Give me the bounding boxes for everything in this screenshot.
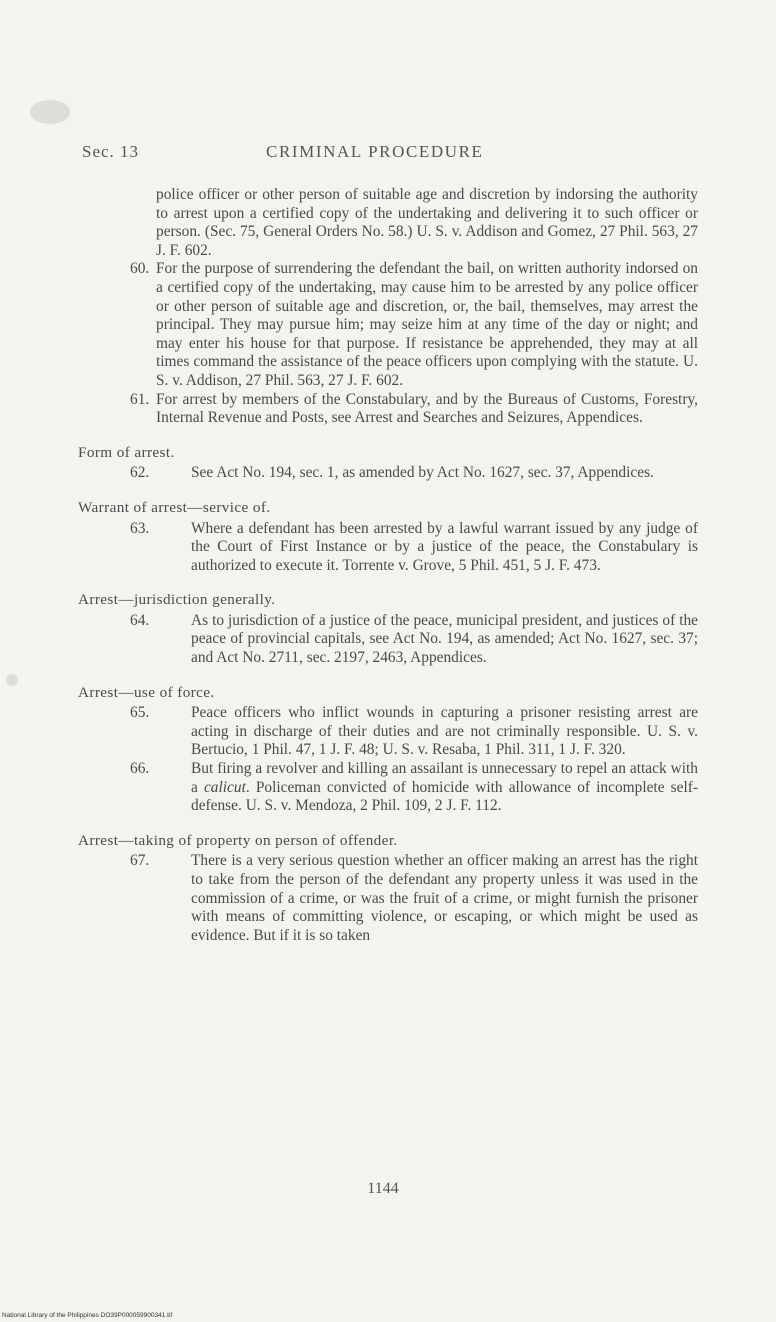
section-heading: Form of arrest.	[78, 443, 175, 461]
body-text	[78, 186, 698, 945]
continuation-paragraph: police officer or other person of suitable age and discretion by indorsing the authority to arrest upon a certified copy of the undertaking and delivering it to such officer or person. (Sec. 75, General Orders No. 58.) U. S. v. Addison and Gomez, 27 Phil. 563, 27 J. F. 602.	[156, 186, 698, 259]
note-text: Peace officers who inflict wounds in capturing a prisoner resisting arrest are acting in discharge of their duties and are not criminally responsible. U. S. v. Bertucio, 1 Phil. 47, 1 J. F. 48; U. S. v. Resaba, 1 Phil. 311, 1 J. F. 320.	[191, 704, 698, 759]
page-title: CRIMINAL PROCEDURE	[266, 142, 484, 161]
note-number: 62.	[130, 464, 150, 482]
note-text: For arrest by members of the Constabulary, and by the Bureaus of Customs, Forestry, Internal Revenue and Posts, see Arrest and Searches and Seizures, Appendices.	[156, 390, 698, 427]
page-number-text: 1144	[367, 1180, 399, 1197]
note-66	[78, 760, 698, 816]
note-64	[78, 612, 698, 668]
note-text: There is a very serious question whether an officer making an arrest has the right to take from the person of the defendant any property unless it was used in the commission of a crime, or was the fruit of a crime, or might furnish the prisoner with means of committing violence, or escaping, or which might be used as evidence. But if it is so taken	[191, 852, 698, 944]
running-header	[0, 142, 776, 166]
note-61	[78, 391, 698, 428]
note-text: See Act No. 194, sec. 1, as amended by Act No. 1627, sec. 37, Appendices.	[191, 464, 654, 482]
note-number: 64.	[130, 611, 150, 629]
note-text-a: But firing a revolver and killing an assailant is unnecessary to repel an attack with a	[191, 760, 698, 796]
note-text: For the purpose of surrendering the defendant the bail, on written authority indorsed on a certified copy of the undertaking, may cause him to be arrested by any police officer or other person of suitable age and discretion, or, the bail, themselves, may arrest the principal. They may pursue him; may seize him at any time of the day or night; and may enter his house for that purpose. If resistance be apprehended, they may at all times command the assistance of the peace officers upon complying with the statute. U. S. v. Addison, 27 Phil. 563, 27 J. F. 602.	[156, 260, 698, 389]
note-number: 67.	[130, 852, 150, 870]
smudge-top	[30, 100, 70, 124]
section-heading: Arrest—taking of property on person of offender.	[78, 831, 398, 849]
note-number: 65.	[130, 704, 150, 722]
section-heading: Warrant of arrest—service of.	[78, 498, 271, 516]
note-number: 61.	[130, 390, 150, 408]
note-number: 63.	[130, 519, 150, 537]
note-text-b: . Policeman convicted of homicide with allowance of incomplete self-defense. U. S. v. Mendoza, 2 Phil. 109, 2 J. F. 112.	[191, 778, 699, 815]
note-text: Where a defendant has been arrested by a lawful warrant issued by any judge of the Court of First Instance or by a justice of the peace, the Constabulary is authorized to execute it. Torrente v. Grove, 5 Phil. 451, 5 J. F. 473.	[191, 519, 698, 574]
note-65	[78, 704, 698, 760]
section-number: Sec. 13	[82, 142, 140, 161]
note-63	[78, 520, 698, 576]
note-60	[78, 260, 698, 390]
smudge-left	[6, 674, 18, 686]
page-number	[0, 1180, 776, 1198]
note-text: As to jurisdiction of a justice of the peace, municipal president, and justices of the peace of provincial capitals, see Act No. 194, as amended; Act No. 1627, sec. 37; and Act No. 2711, sec. 2197, 2463, Appendices.	[191, 611, 698, 667]
note-number: 66.	[130, 760, 150, 778]
note-62	[78, 464, 698, 483]
section-heading: Arrest—use of force.	[78, 683, 215, 701]
section-heading: Arrest—jurisdiction generally.	[78, 591, 276, 609]
scan-footer: National Library of the Philippines DO39P000059900341.tif	[2, 1312, 173, 1319]
note-67	[78, 852, 698, 945]
note-number: 60.	[130, 260, 150, 278]
note-text-italic: calicut	[203, 778, 246, 796]
